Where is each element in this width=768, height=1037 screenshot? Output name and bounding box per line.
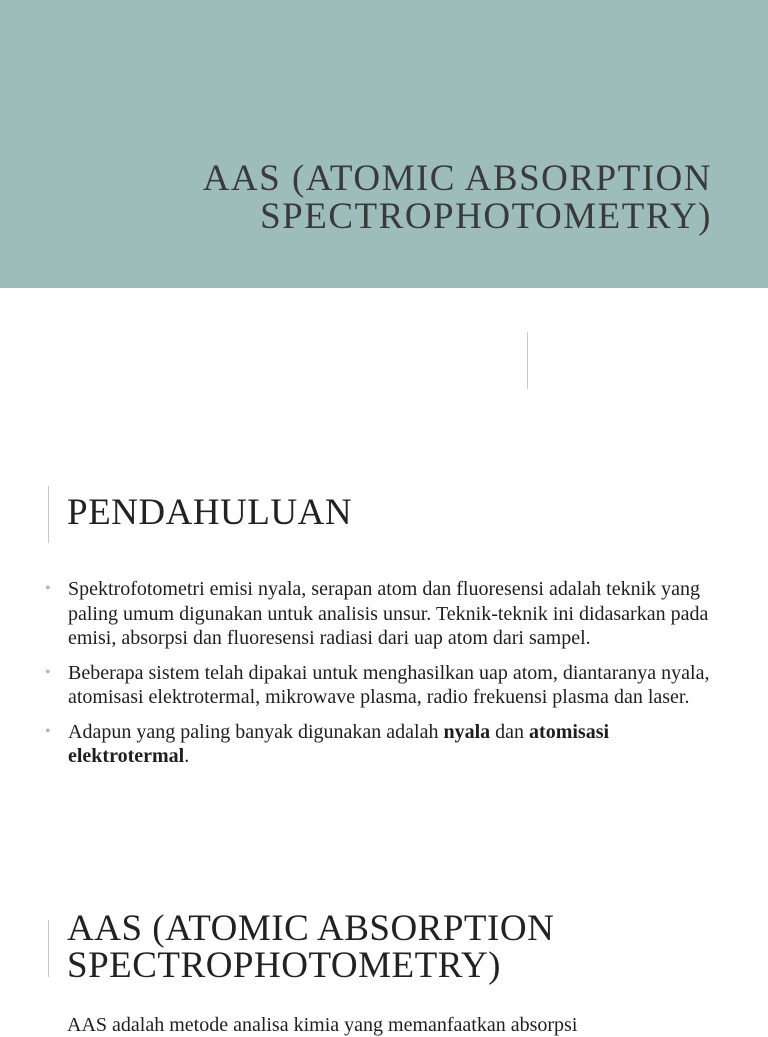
section-accent-bar [48, 920, 49, 977]
bullet-text: Spektrofotometri emisi nyala, serapan atom dan fluoresensi adalah teknik yang paling umum digunakan untuk analisis unsur. Teknik-teknik ini didasarkan pada emisi, absorpsi dan fluoresensi radiasi dari uap atom dari sampel. [68, 578, 709, 649]
bullet-dot-icon: • [45, 722, 51, 740]
section-heading-pendahuluan: PENDAHULUAN [67, 492, 353, 533]
slide-title-line-1: AAS (ATOMIC ABSORPTION [202, 158, 712, 199]
section-heading-aas [67, 910, 554, 984]
bullet-text-middle: dan [490, 720, 530, 743]
list-item [45, 661, 725, 710]
bullet-bold-atomisasi: atomisasi elektrotermal [68, 720, 610, 767]
section-accent-bar [48, 486, 49, 543]
slide-title-line-2: SPECTROPHOTOMETRY) [260, 196, 712, 237]
bullet-dot-icon: • [45, 580, 51, 597]
slide-title [203, 160, 712, 236]
bullet-bold-nyala: nyala [443, 720, 491, 743]
section-heading-line-2: SPECTROPHOTOMETRY) [67, 945, 501, 986]
section-heading-line-1: AAS (ATOMIC ABSORPTION [67, 908, 555, 949]
bullet-text-prefix: Adapun yang paling banyak digunakan adalah [68, 720, 444, 743]
bullet-text: Beberapa sistem telah dipakai untuk menghasilkan uap atom, diantaranya nyala, atomisasi elektrotermal, mikrowave plasma, radio frekuensi plasma dan laser. [68, 661, 710, 708]
bullet-list [45, 577, 725, 779]
vertical-divider [527, 332, 528, 389]
title-slide [0, 0, 768, 288]
list-item [45, 720, 725, 769]
bullet-dot-icon: • [45, 663, 51, 681]
bullet-text-suffix: . [184, 745, 190, 767]
cut-off-paragraph: AAS adalah metode analisa kimia yang memanfaatkan absorpsi [67, 1014, 578, 1036]
list-item [45, 577, 725, 651]
